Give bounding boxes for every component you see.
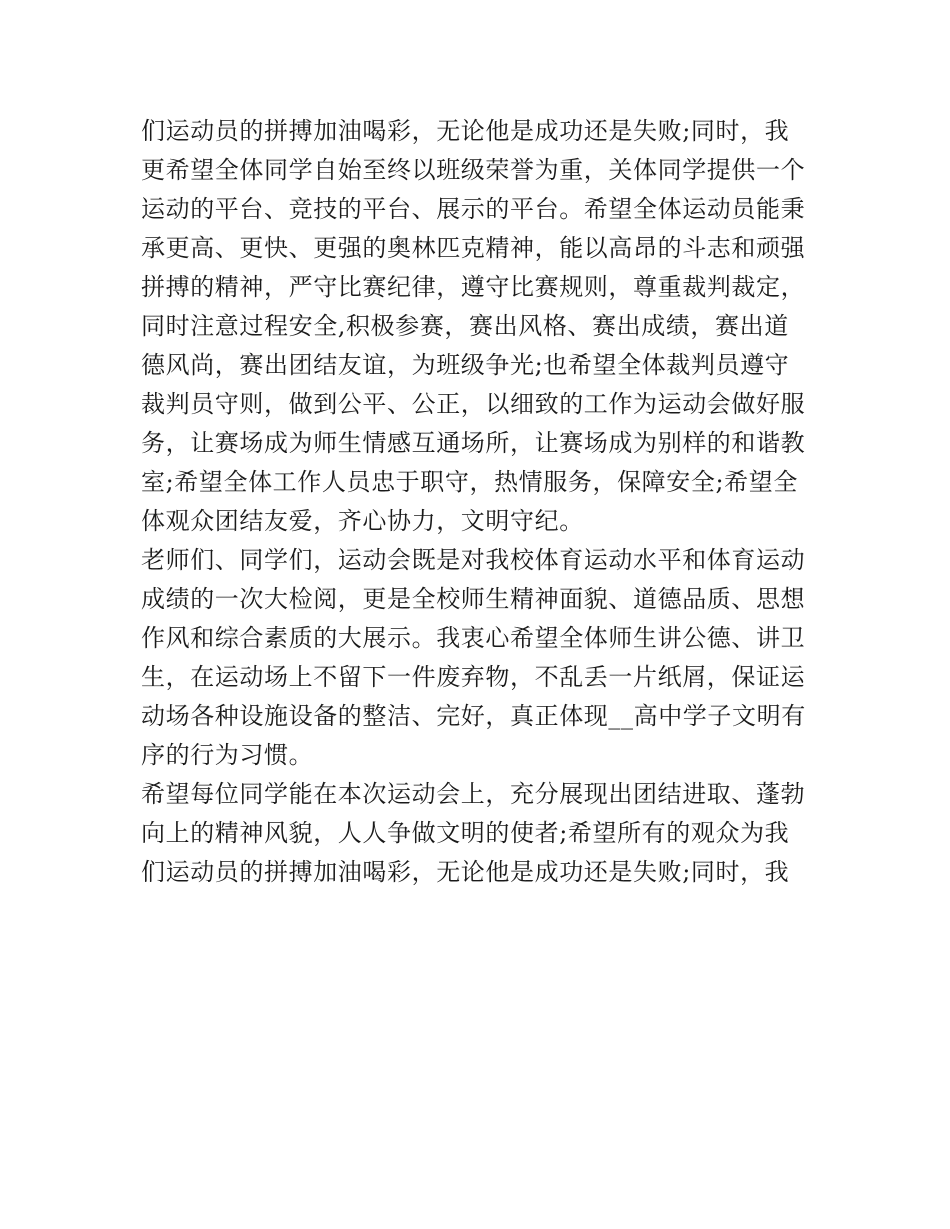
text-line: 希望每位同学能在本次运动会上，充分展现出团结进取、蓬勃 — [141, 780, 806, 808]
text-line: 同时注意过程安全,积极参赛，赛出风格、赛出成绩，赛出道 — [141, 312, 789, 340]
text-line: 承更高、更快、更强的奥林匹克精神，能以高昂的斗志和顽强 — [141, 234, 806, 262]
text-line: 拼搏的精神，严守比赛纪律，遵守比赛规则，尊重裁判裁定， — [141, 273, 806, 301]
text-line: 裁判员守则，做到公平、公正，以细致的工作为运动会做好服 — [141, 390, 806, 418]
text-line: 生，在运动场上不留下一件废弃物，不乱丢一片纸屑，保证运 — [141, 663, 806, 691]
text-line: 德风尚，赛出团结友谊，为班级争光;也希望全体裁判员遵守 — [141, 351, 790, 379]
text-line: 作风和综合素质的大展示。我衷心希望全体师生讲公德、讲卫 — [141, 624, 806, 652]
text-line: 动场各种设施设备的整洁、完好，真正体现__高中学子文明有 — [141, 702, 806, 730]
text-line: 务，让赛场成为师生情感互通场所，让赛场成为别样的和谐教 — [141, 429, 806, 457]
text-line: 老师们、同学们，运动会既是对我校体育运动水平和体育运动 — [141, 546, 806, 574]
text-line: 成绩的一次大检阅，更是全校师生精神面貌、道德品质、思想 — [141, 585, 806, 613]
text-line: 体观众团结友爱，齐心协力，文明守纪。 — [141, 507, 584, 535]
text-line: 向上的精神风貌，人人争做文明的使者;希望所有的观众为我 — [141, 819, 790, 847]
text-line: 序的行为习惯。 — [141, 741, 314, 769]
text-line: 们运动员的拼搏加油喝彩，无论他是成功还是失败;同时，我 — [141, 858, 790, 886]
body-text — [141, 112, 821, 892]
text-line: 们运动员的拼搏加油喝彩，无论他是成功还是失败;同时，我 — [141, 117, 790, 145]
text-line: 室;希望全体工作人员忠于职守，热情服务，保障安全;希望全 — [141, 468, 798, 496]
text-line: 更希望全体同学自始至终以班级荣誉为重，关体同学提供一个 — [141, 156, 806, 184]
text-line: 运动的平台、竞技的平台、展示的平台。希望全体运动员能秉 — [141, 195, 806, 223]
